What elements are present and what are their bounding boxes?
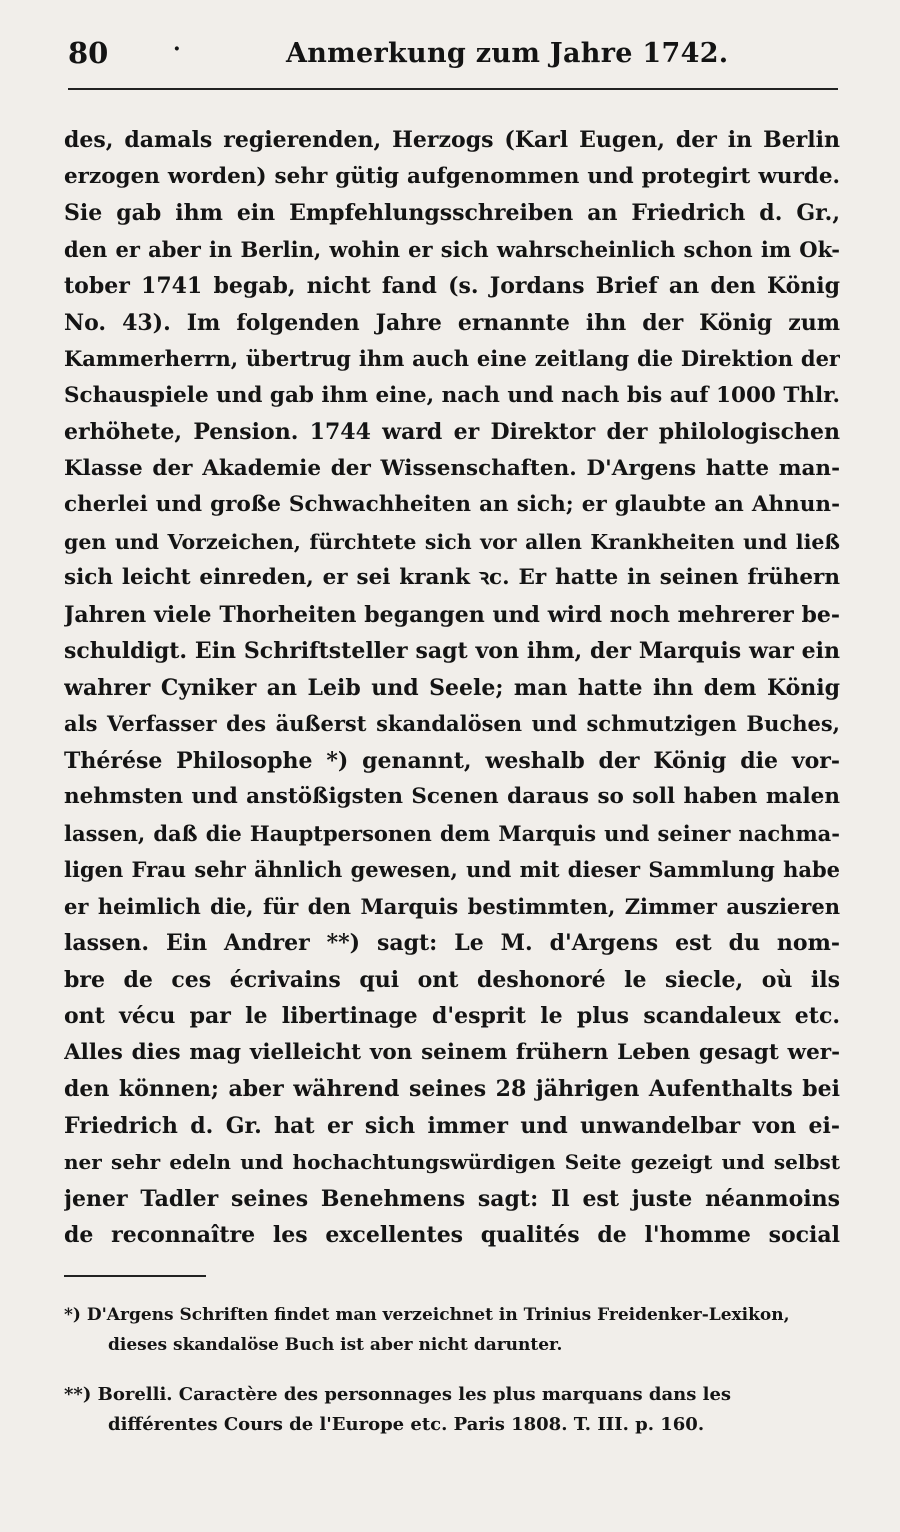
text-line: den können; aber während seines 28 jährigen Aufenthalts bei — [64, 1076, 840, 1102]
text-line: nehmsten und anstößigsten Scenen daraus so soll haben malen — [64, 784, 840, 809]
footnote-1-continuation: dieses skandalöse Buch ist aber nicht darunter. — [108, 1335, 563, 1355]
text-line: Friedrich d. Gr. hat er sich immer und unwandelbar von ei- — [64, 1112, 840, 1139]
footnotes — [64, 1300, 840, 1440]
text-line: ligen Frau sehr ähnlich gewesen, und mit dieser Sammlung habe — [64, 857, 840, 882]
page-number: 80 — [68, 36, 109, 70]
footnote-2-continuation: différentes Cours de l'Europe etc. Paris 1808. T. III. p. 160. — [108, 1414, 705, 1435]
text-line: Kammerherrn, übertrug ihm auch eine zeitlang die Direktion der — [64, 346, 840, 371]
text-line: sich leicht einreden, er sei krank ꝛc. Er hatte in seinen frühern — [64, 565, 840, 590]
text-line: den er aber in Berlin, wohin er sich wahrscheinlich schon im Ok- — [64, 236, 840, 262]
header-dot: · — [173, 36, 181, 62]
text-line: jener Tadler seines Benehmens sagt: Il est juste néanmoins — [64, 1185, 840, 1212]
text-line: erzogen worden) sehr gütig aufgenommen und protegirt wurde. — [64, 163, 840, 189]
running-title: Anmerkung zum Jahre 1742. — [286, 38, 729, 69]
text-line: erhöhete, Pension. 1744 ward er Direktor der philologischen — [64, 419, 840, 445]
footnote-rule — [64, 1275, 206, 1277]
text-line: schuldigt. Ein Schriftsteller sagt von ihm, der Marquis war ein — [64, 638, 840, 664]
text-line: Schauspiele und gab ihm eine, nach und nach bis auf 1000 Thlr. — [64, 382, 840, 408]
text-line: tober 1741 begab, nicht fand (s. Jordans Brief an den König — [64, 273, 840, 299]
text-line: lassen. Ein Andrer **) sagt: Le M. d'Argens est du nom- — [64, 930, 840, 956]
text-line: wahrer Cyniker an Leib und Seele; man hatte ihn dem König — [64, 674, 840, 701]
text-line: Jahren viele Thorheiten begangen und wird noch mehrerer be- — [64, 601, 840, 628]
body-text — [64, 122, 840, 1254]
footnote-2: **) Borelli. Caractère des personnages les plus marquans dans les — [64, 1384, 732, 1405]
text-line: ont vécu par le libertinage d'esprit le plus scandaleux etc. — [64, 1003, 840, 1029]
text-line: Klasse der Akademie der Wissenschaften. D'Argens hatte man- — [64, 455, 840, 481]
text-line: ner sehr edeln und hochachtungswürdigen Seite gezeigt und selbst — [64, 1150, 840, 1174]
text-line: des, damals regierenden, Herzogs (Karl Eugen, der in Berlin — [64, 127, 840, 153]
text-line: gen und Vorzeichen, fürchtete sich vor allen Krankheiten und ließ — [64, 529, 840, 554]
text-line: Alles dies mag vielleicht von seinem frühern Leben gesagt wer- — [64, 1039, 840, 1065]
text-line: No. 43). Im folgenden Jahre ernannte ihn der König zum — [64, 309, 840, 336]
text-line: lassen, daß die Hauptpersonen dem Marquis und seiner nachma- — [64, 820, 840, 846]
text-line: bre de ces écrivains qui ont deshonoré le siecle, où ils — [64, 966, 840, 993]
text-line: Sie gab ihm ein Empfehlungsschreiben an Friedrich d. Gr., — [64, 200, 840, 226]
text-line: cherlei und große Schwachheiten an sich; er glaubte an Ahnun- — [64, 492, 840, 517]
page-header — [68, 34, 838, 78]
text-line: er heimlich die, für den Marquis bestimmten, Zimmer auszieren — [64, 893, 840, 919]
header-rule — [68, 88, 838, 90]
footnote-1: *) D'Argens Schriften findet man verzeichnet in Trinius Freidenker-Lexikon, — [64, 1305, 790, 1325]
text-line: als Verfasser des äußerst skandalösen und schmutzigen Buches, — [64, 711, 840, 736]
text-line: de reconnaître les excellentes qualités de l'homme social — [64, 1222, 840, 1248]
text-line: Thérése Philosophe *) genannt, weshalb der König die vor- — [64, 747, 840, 774]
